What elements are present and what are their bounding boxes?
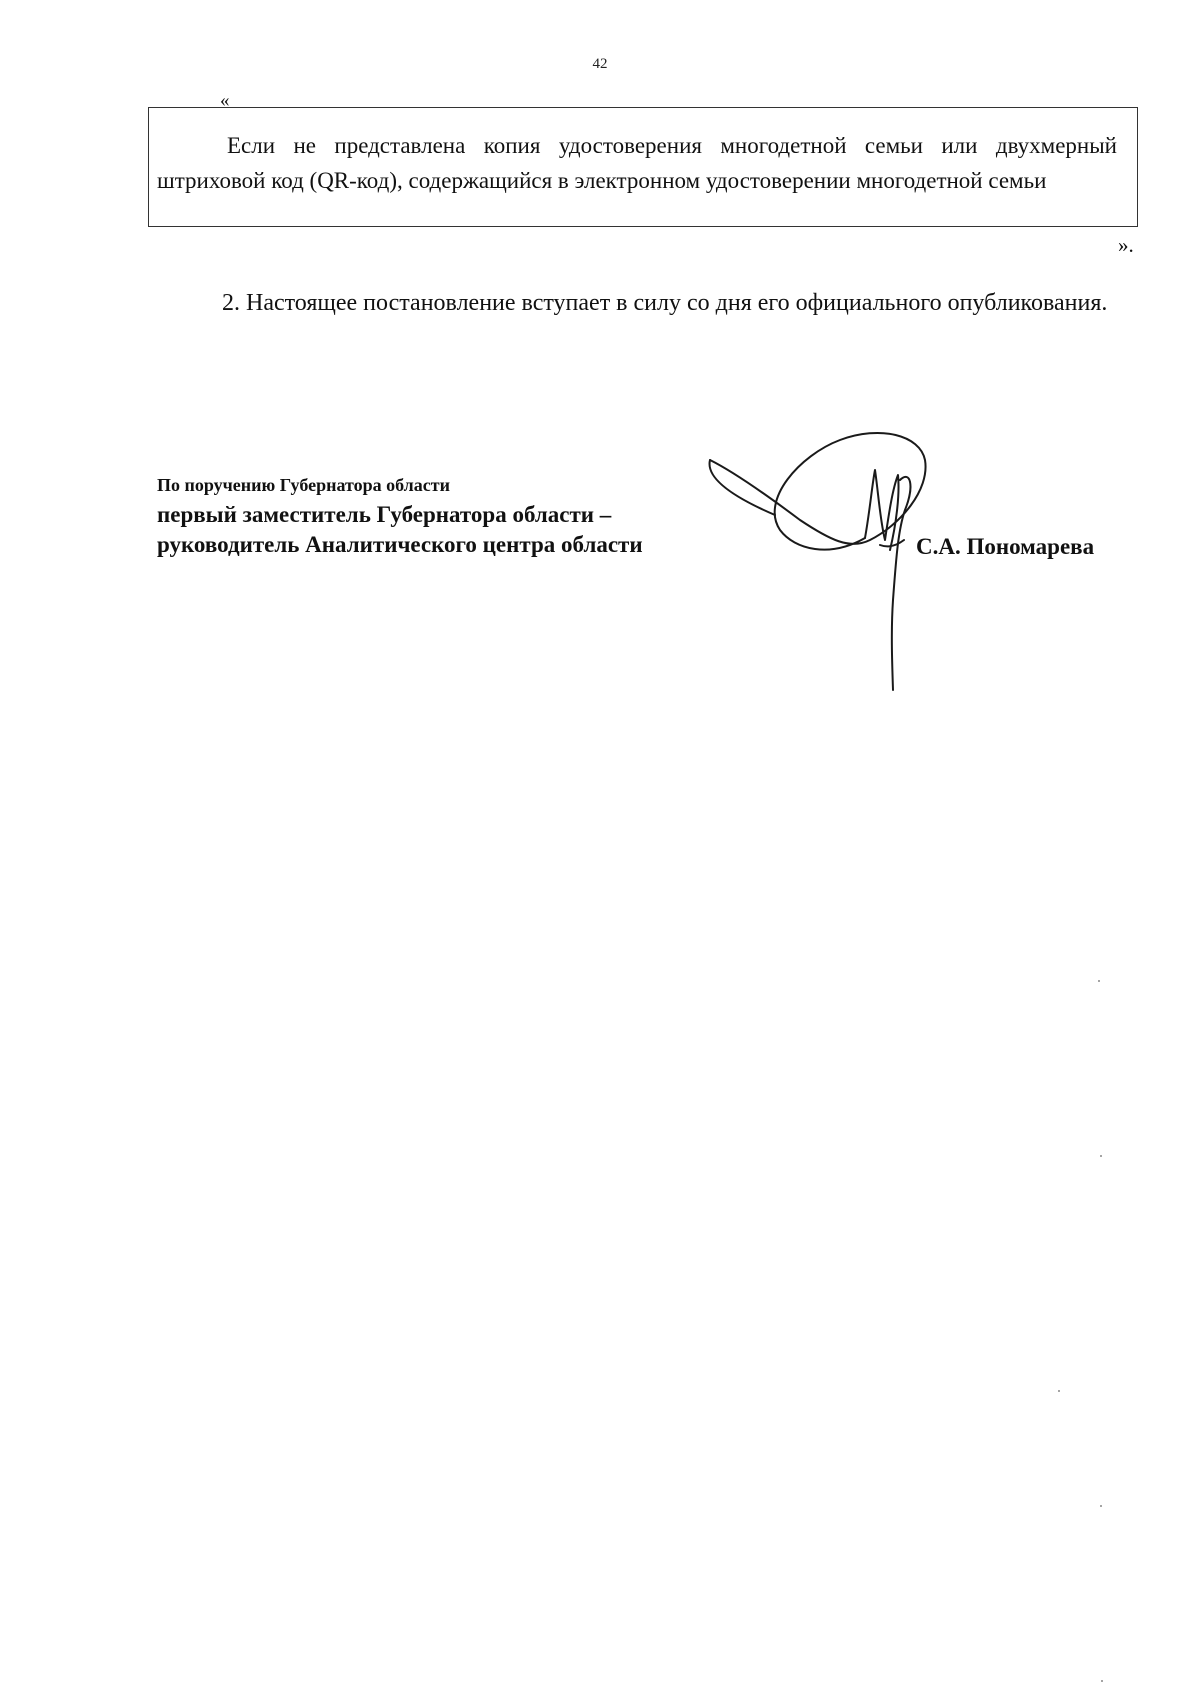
scan-speck	[1100, 1155, 1102, 1157]
signature-line-authority: По поручению Губернатора области	[157, 475, 450, 495]
handwritten-signature	[700, 430, 960, 700]
scan-speck	[1100, 1505, 1102, 1507]
signatory-name: С.А. Пономарева	[916, 534, 1095, 559]
signature-line-department: руководитель Аналитического центра области	[157, 532, 643, 557]
scan-speck	[1098, 980, 1100, 982]
quoted-text-box	[148, 107, 1138, 227]
page-number: 42	[592, 56, 608, 72]
scan-speck	[1101, 1680, 1103, 1682]
scan-speck	[1058, 1390, 1060, 1392]
quoted-text: Если не представлена копия удостоверения многодетной семьи или двухмерный штриховой код (QR-код), содержащийся в электронном удостоверении многодетной семьи	[157, 133, 1117, 193]
paragraph-effective-date: 2. Настоящее постановление вступает в силу со дня его официального опубликования.	[222, 290, 1108, 316]
opening-quote-mark: «	[220, 90, 230, 111]
signature-line-position: первый заместитель Губернатора области –	[157, 502, 612, 527]
closing-quote-mark: ».	[1118, 233, 1134, 257]
